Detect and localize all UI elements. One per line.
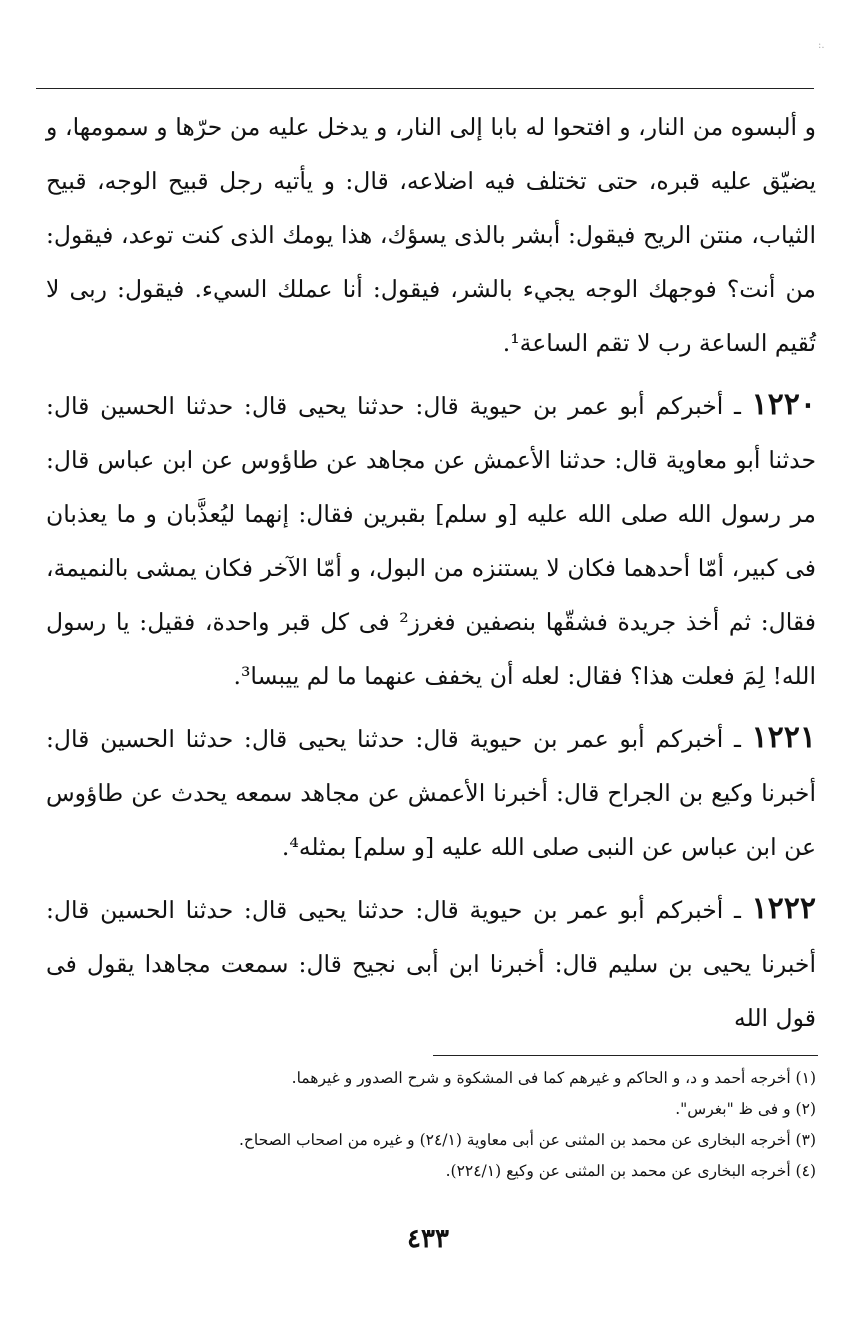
footnote-3: (٣) أخرجه البخارى عن محمد بن المثنى عن أبى معاوية (٢٤/١) و غيره من اصحاب الصحاح. (238, 1131, 816, 1149)
hadith-text: ـ أخبركم أبو عمر بن حيوية قال: حدثنا يحيى قال: حدثنا الحسين قال: حدثنا أبو معاوية قال: حدثنا الأعمش عن مجاهد عن طاؤوس عن ابن عباس قال: مر رسول الله صلى الله عليه [و سلم] بقبرين فقال: إنهما ليُعذَّبان و ما يعذبان فى كبير، أمّا أحدهما فكان لا يستنزه من البول، و أمّا الآخر فكان يمشى بالنميمة، فقال: ثم أخذ جريدة فشقّها بنصفين فغرز² فى كل قبر واحدة، فقيل: يا رسول الله! لِمَ فعلت هذا؟ فقال: لعله أن يخفف عنهما ما لم ييبسا³. (46, 392, 817, 690)
hadith-number: ١٢٢٠ (751, 387, 816, 422)
top-rule (36, 88, 814, 89)
hadith-text: ـ أخبركم أبو عمر بن حيوية قال: حدثنا يحيى قال: حدثنا الحسين قال: أخبرنا يحيى بن سليم قال: أخبرنا ابن أبى نجيح قال: سمعت مجاهدا يقول فى قول الله (46, 896, 816, 1032)
page-number: ٤٣٣ (407, 1224, 449, 1254)
main-text (46, 100, 816, 1045)
footnote-4: (٤) أخرجه البخارى عن محمد بن المثنى عن وكيع (٢٢٤/١). (445, 1162, 816, 1180)
hadith-number: ١٢٢٢ (751, 891, 816, 926)
footnotes (46, 1063, 816, 1187)
corner-mark: :. (818, 40, 825, 51)
hadith-1222 (46, 882, 816, 1045)
paragraph-continued: و ألبسوه من النار، و افتحوا له بابا إلى النار، و يدخل عليه من حرّها و سمومها، و يضيّق عليه قبره، حتى تختلف فيه اضلاعه، قال: و يأتيه رجل قبيح الوجه، قبيح الثياب، منتن الريح فيقول: أبشر بالذى يسؤك، هذا يومك الذى كنت توعد، فيقول: من أنت؟ فوجهك الوجه يجيء بالشر، فيقول: أنا عملك السيء. فيقول: ربى لا تُقيم الساعة رب لا تقم الساعة¹. (46, 113, 816, 357)
hadith-text: ـ أخبركم أبو عمر بن حيوية قال: حدثنا يحيى قال: حدثنا الحسين قال: أخبرنا وكيع بن الجراح قال: أخبرنا الأعمش عن مجاهد سمعه يحدث عن طاؤوس عن ابن عباس عن النبى صلى الله عليه [و سلم] بمثله⁴. (46, 725, 816, 861)
hadith-number: ١٢٢١ (751, 720, 816, 755)
footnote-rule (433, 1055, 818, 1056)
hadith-1220 (46, 378, 816, 703)
footnote-2: (٢) و فى ظ "بغرس". (675, 1100, 816, 1118)
footnote-1: (١) أخرجه أحمد و د، و الحاكم و غيرهم كما فى المشكوة و شرح الصدور و غيرهما. (291, 1069, 816, 1087)
hadith-1221 (46, 711, 816, 874)
